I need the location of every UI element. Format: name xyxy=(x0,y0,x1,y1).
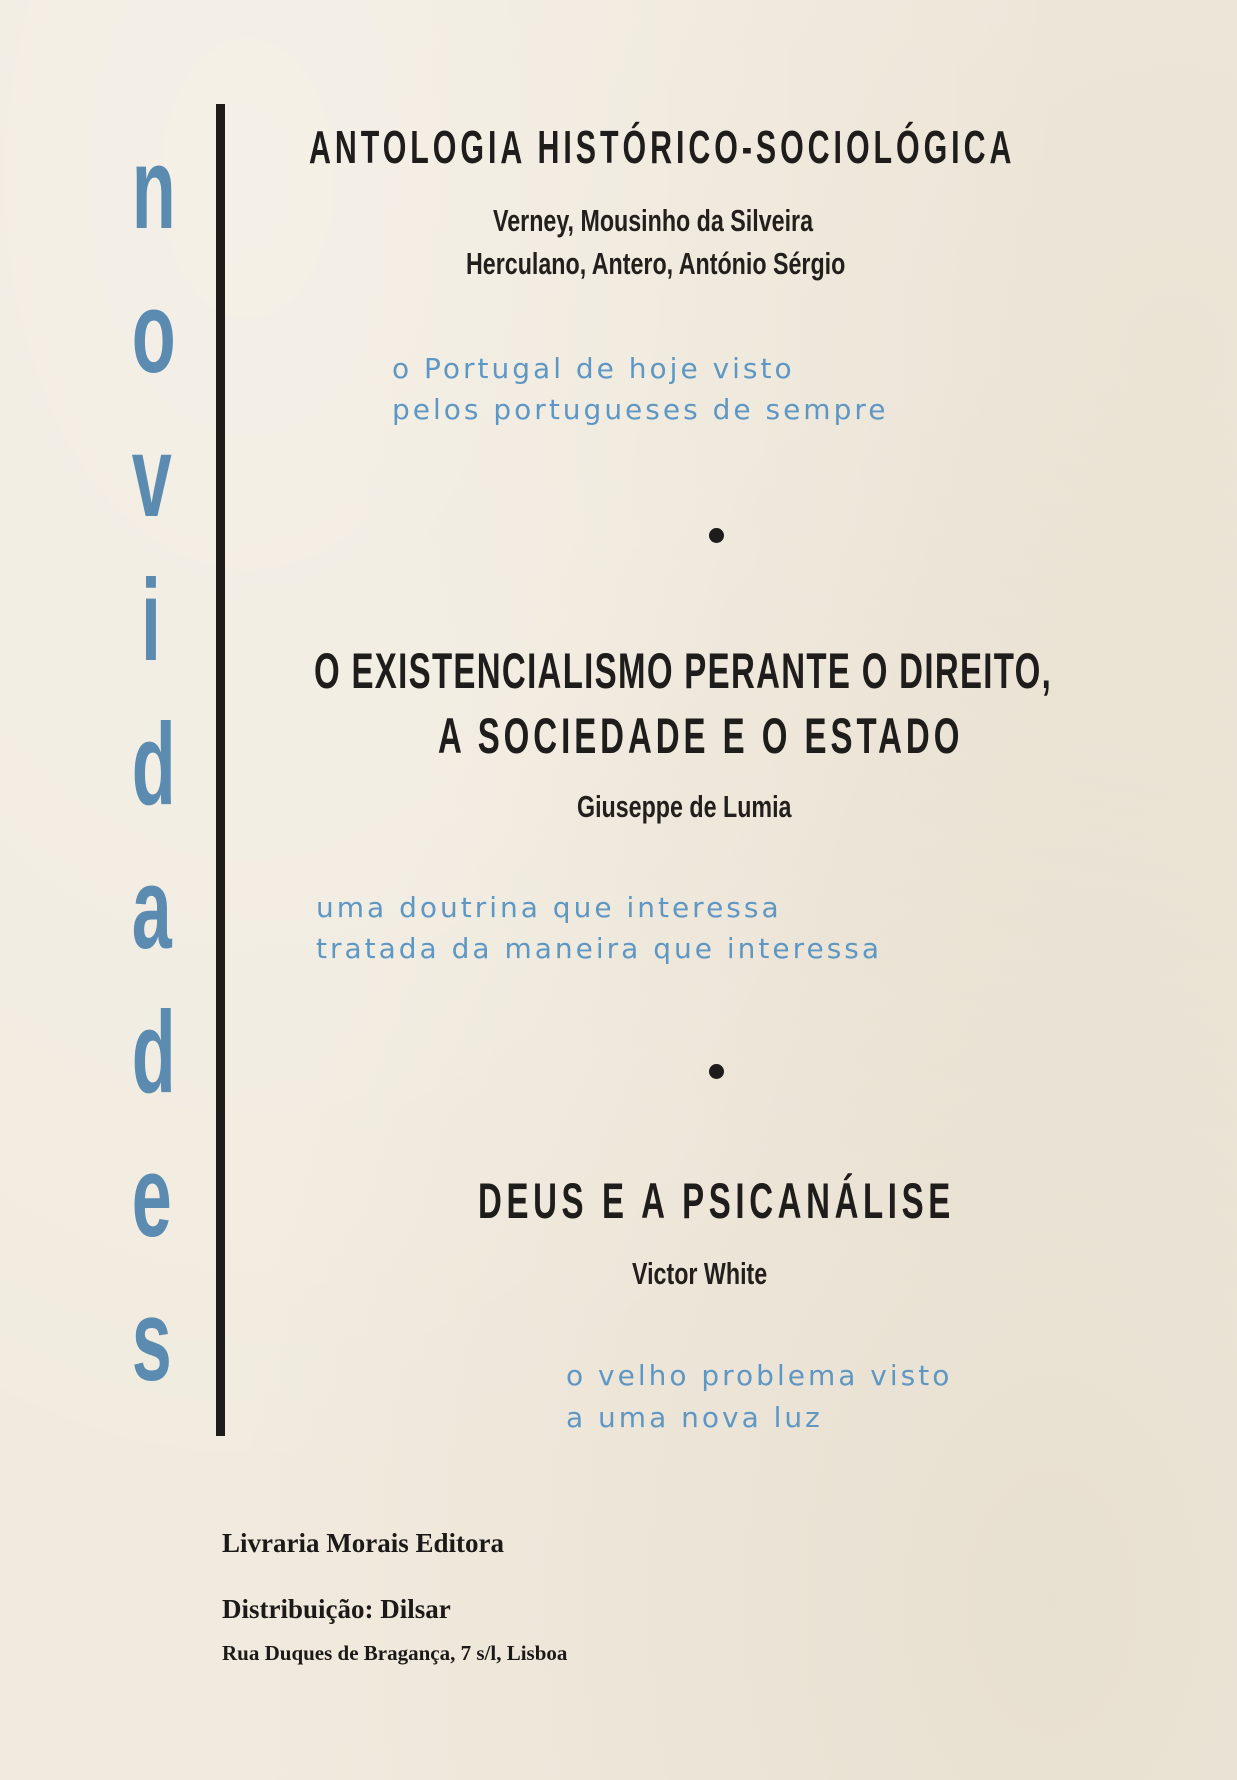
vertical-divider-rule xyxy=(216,104,225,1436)
book-title: A SOCIEDADE E O ESTADO xyxy=(438,708,964,764)
side-title-letter: n xyxy=(131,123,176,253)
publisher-address: Rua Duques de Bragança, 7 s/l, Lisboa xyxy=(222,1641,568,1665)
bullet-separator xyxy=(709,528,724,543)
side-title-letter: i xyxy=(141,555,161,685)
book-authors: Verney, Mousinho da Silveira xyxy=(493,203,814,238)
distribution-info: Distribuição: Dilsar xyxy=(222,1594,451,1624)
book-author: Victor White xyxy=(632,1256,768,1291)
book-tagline: tratada da maneira que interessa xyxy=(316,932,883,965)
bullet-separator xyxy=(709,1064,724,1079)
book-tagline: o velho problema visto xyxy=(566,1359,953,1392)
side-title-letter: a xyxy=(131,843,172,973)
book-authors: Herculano, Antero, António Sérgio xyxy=(466,246,846,281)
publisher-name: Livraria Morais Editora xyxy=(222,1528,504,1558)
book-tagline: uma doutrina que interessa xyxy=(316,891,782,924)
side-title-novidades xyxy=(120,123,182,1424)
book-author: Giuseppe de Lumia xyxy=(577,789,792,824)
book-title: DEUS E A PSICANÁLISE xyxy=(478,1173,955,1229)
book-tagline: a uma nova luz xyxy=(566,1401,823,1434)
side-title-letter: d xyxy=(131,699,176,829)
side-title-letter: v xyxy=(131,411,172,541)
side-title-letter: e xyxy=(131,1131,172,1261)
book-title: O EXISTENCIALISMO PERANTE O DIREITO, xyxy=(314,643,1053,699)
side-title-letter: s xyxy=(131,1275,172,1405)
side-title-letter: o xyxy=(131,267,176,397)
side-title-letter: d xyxy=(131,987,176,1117)
book-tagline: pelos portugueses de sempre xyxy=(392,393,889,426)
book-tagline: o Portugal de hoje visto xyxy=(392,352,795,385)
book-title: ANTOLOGIA HISTÓRICO-SOCIOLÓGICA xyxy=(309,121,1016,173)
